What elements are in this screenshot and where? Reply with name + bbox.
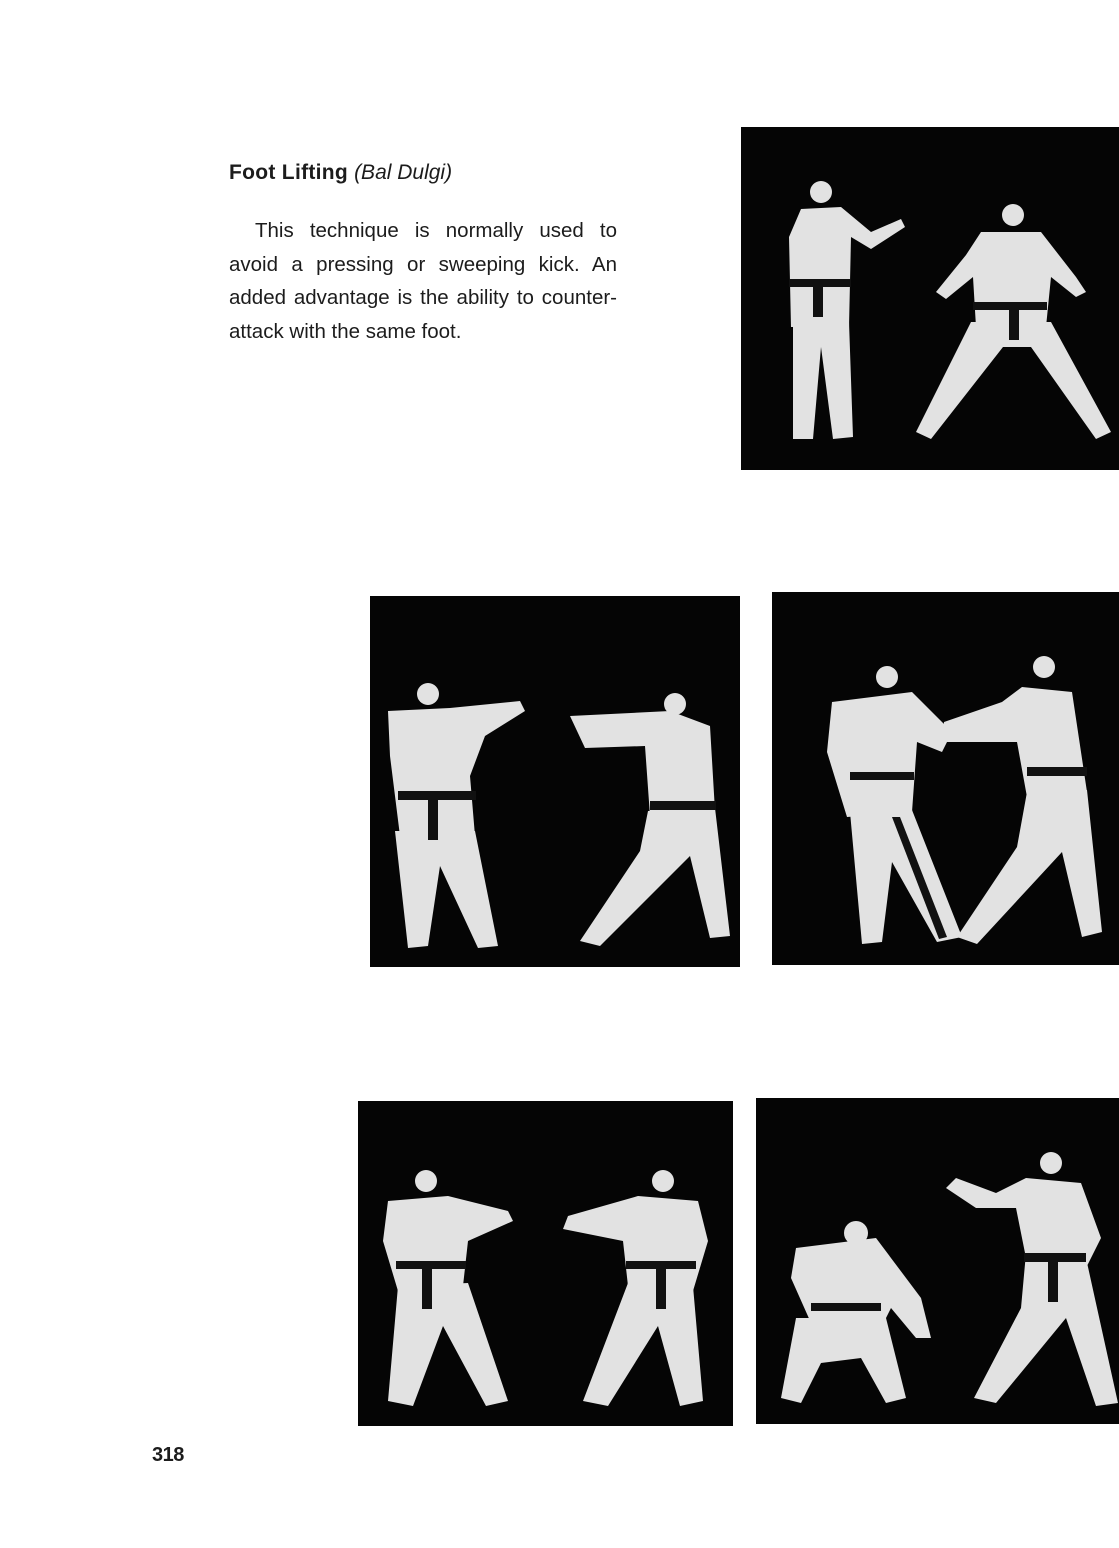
photo-4 [358,1101,733,1426]
photo-2 [370,596,740,967]
section-body: This technique is normally used to avoid a pressing or sweeping kick. An added advantage is the ability to counter-attack with the same foot. [229,219,617,343]
photo-5 [756,1098,1119,1424]
figures-illustration [756,1098,1119,1424]
photo-3 [772,592,1119,965]
figures-illustration [358,1101,733,1426]
figures-illustration [772,592,1119,965]
section-title: Foot Lifting [229,161,349,184]
page-number: 318 [152,1444,184,1466]
section-title-korean: (Bal Dulgi) [354,161,453,184]
figures-illustration [741,127,1119,470]
photo-1 [741,127,1119,470]
section-heading [229,158,452,188]
figures-illustration [370,596,740,967]
